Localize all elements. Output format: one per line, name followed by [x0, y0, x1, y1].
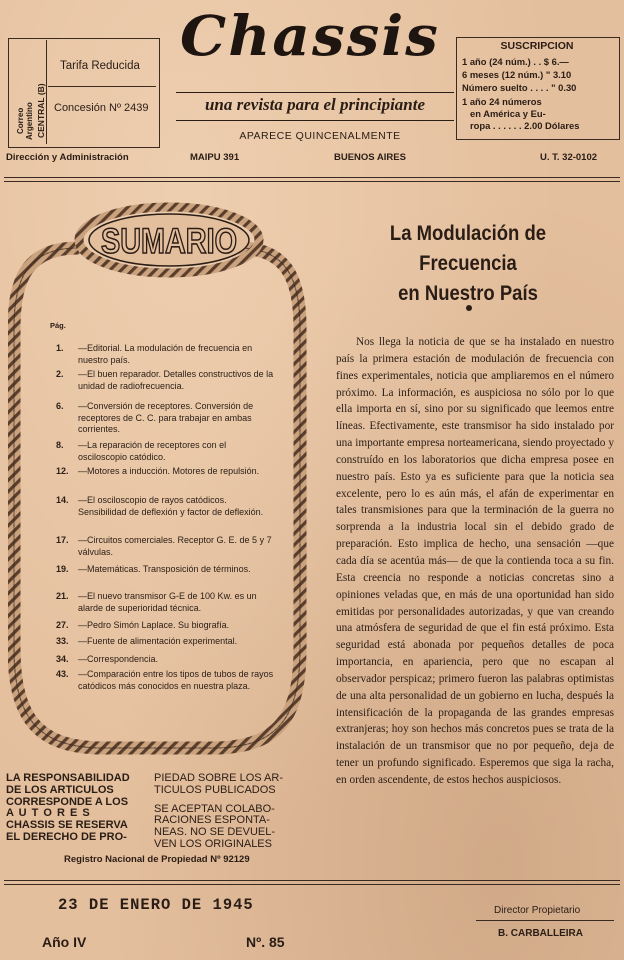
notice-left-line: CHASSIS SE RESERVA	[6, 819, 128, 832]
frequency-note: APARECE QUINCENALMENTE	[239, 130, 401, 142]
notice-left-line: A U T O R E S	[6, 807, 91, 820]
sumario-item-page: 17.	[56, 535, 69, 545]
stamp-line3: CENTRAL (B)	[36, 83, 46, 138]
registro-nacional: Registro Nacional de Propiedad Nº 92129	[64, 854, 250, 865]
sumario-item-text: —Correspondencia.	[78, 654, 159, 664]
issue-year: Año IV	[42, 934, 87, 950]
notice-right-line: NEAS. NO SE DEVUEL-	[154, 826, 276, 839]
notice-right-line: TICULOS PUBLICADOS	[154, 783, 276, 796]
sumario-item-page: 14.	[56, 495, 69, 505]
director-label: Director Propietario	[494, 905, 581, 916]
issue-number: Nº. 85	[246, 934, 285, 950]
magazine-logo: Chassis	[180, 3, 440, 69]
direccion-label: Dirección y Administración	[6, 152, 129, 163]
notice-right-line: PIEDAD SOBRE LOS AR-	[154, 772, 283, 784]
sumario-item-page: 8.	[56, 440, 64, 450]
sumario-item-page: 21.	[56, 591, 69, 601]
sumario-item-text: —El osciloscopio de rayos catódicos. Sensibilidad de deflexión y factor de deflexión.	[78, 495, 264, 517]
subscription-line: 1 año 24 números	[462, 96, 542, 107]
logo-underline	[176, 92, 454, 93]
notice-right-line: VEN LOS ORIGINALES	[154, 837, 272, 850]
notice-right	[154, 773, 283, 851]
sumario-item-text: —La reparación de receptores con el osciloscopio catódico.	[78, 440, 227, 462]
sumario-item-page: 6.	[56, 401, 64, 411]
article-title-line1: La Modulación de Frecuencia	[389, 221, 547, 275]
footer-rule-thin	[4, 884, 620, 885]
street: MAIPU 391	[190, 152, 240, 163]
sumario-item-text: —Matemáticas. Transposición de términos.	[78, 564, 251, 574]
subscription-line: 1 año (24 núm.) . . $ 6.—	[462, 56, 569, 67]
sumario-item-page: 34.	[56, 654, 69, 664]
sumario-badge	[74, 202, 264, 278]
header-rule-thin	[4, 181, 620, 182]
sumario-item-text: —Comparación entre los tipos de tubos de rayos catódicos más conocidos en nuestra plaza.	[78, 669, 274, 691]
notice-left-line: CORRESPONDE A LOS	[6, 795, 129, 808]
stamp-line1: Correo	[16, 107, 25, 134]
director-name: B. CARBALLEIRA	[498, 928, 583, 939]
postal-stamp	[10, 40, 47, 144]
sumario-item-text: —Pedro Simón Laplace. Su biografía.	[78, 620, 230, 630]
stamp-line2: Argentino	[25, 102, 34, 140]
notice-right-line: SE ACEPTAN COLABO-	[154, 802, 275, 815]
notice-right-line: RACIONES ESPONTA-	[154, 814, 270, 827]
concesion: Concesión Nº 2439	[54, 102, 149, 114]
sumario-item-page: 19.	[56, 564, 69, 574]
ornament-dot	[466, 305, 472, 311]
city: BUENOS AIRES	[334, 152, 406, 163]
issue-date: 23 DE ENERO DE 1945	[58, 896, 254, 914]
sumario-item-page: 43.	[56, 669, 69, 679]
notice-left	[6, 773, 130, 844]
tagline: una revista para el principiante	[204, 95, 426, 114]
footer-rule	[4, 880, 620, 881]
tarifa-reducida: Tarifa Reducida	[60, 60, 140, 72]
subscription-title: SUSCRIPCION	[500, 40, 574, 52]
subscription-line: Número suelto . . . . " 0.30	[462, 82, 577, 93]
notice-left-line: DE LOS ARTICULOS	[6, 783, 114, 796]
subscription-line: 6 meses (12 núm.) " 3.10	[462, 69, 572, 80]
sumario-item-text: —Circuitos comerciales. Receptor G. E. de 5 y 7 válvulas.	[78, 535, 272, 557]
sumario-item-text: —Conversión de receptores. Conversión de receptores de C. C. para trabajar en ambas corrientes.	[78, 401, 254, 434]
sumario-item-text: —Editorial. La modulación de frecuencia en nuestro país.	[78, 343, 253, 365]
sumario-item-text: —El nuevo transmisor G-E de 100 Kw. es un alarde de superioridad técnica.	[78, 591, 257, 613]
sumario-item-page: 1.	[56, 343, 64, 353]
sumario-item-text: —El buen reparador. Detalles constructivos de la unidad de radiofrecuencia.	[78, 369, 274, 391]
tagline-rule	[176, 120, 454, 121]
notice-left-line: LA RESPONSABILIDAD	[6, 772, 130, 784]
article-title	[339, 218, 597, 308]
sumario-item-page: 12.	[56, 466, 69, 476]
sumario-item-page: 27.	[56, 620, 69, 630]
article-body: Nos llega la noticia de que se ha instalado en nuestro país la primera estación de modulación de frecuencia con fines experimentales, noticia que ampliaremos en el número próximo. La información, es auspiciosa no sólo por lo que ella importa en sí, sino por su significado que leemos entre líneas. Efectivamente, este transmisor ha sido instalado por una importante empresa norteamericana, siendo proyectado y construído en los laboratorios que dicha empresa posee en nuestro país. Esto ya es suficiente para que la noticia sea excelente, pero lo es aún más, el afán de experimentar en tales transmisiones para que la terminación de la guerra no sorprenda a la industria local sin el debido grado de preparación. Esto implica de hecho, una sensación —que cada día se acentúa más— de que la contienda toca a su fin. Esta creencia no responde a noticias concretas sino a opiniones veladas que, en más de una oportunidad han sido emitidas por personalidades autorizadas, y que van creando una atmósfera de seguridad de que el fin está próximo. Esta seguridad está abonada por pequeños detalles de poca importancia, en apariencia, pero que no escapan al observador perspicaz; primero fueron las palabras optimistas de una alta personalidad de un gobierno en lucha, después la intensificación de la propaganda de las grandes empresas extranjeras; hoy son hechos más concretos pues se trata de la instalación de un transmisor que no por pequeño, deja de tener un profundo significado. Esperemos que siga la racha, en orden ascendente, de estos hechos auspiciosos.	[336, 336, 614, 786]
sumario-item-text: —Fuente de alimentación experimental.	[78, 636, 238, 646]
page-column-label: Pág.	[50, 321, 66, 330]
postal-divider	[48, 86, 156, 87]
article-title-line2: en Nuestro País	[398, 281, 538, 305]
phone: U. T. 32-0102	[540, 152, 598, 163]
subscription-line: ropa . . . . . . 2.00 Dólares	[470, 120, 580, 131]
sumario-item-page: 2.	[56, 369, 64, 379]
sumario-title: SUMARIO	[101, 222, 237, 261]
sumario-item-page: 33.	[56, 636, 69, 646]
director-rule	[476, 920, 614, 921]
notice-left-line: EL DERECHO DE PRO-	[6, 830, 127, 843]
subscription-line: en América y Eu-	[470, 108, 546, 119]
sumario-item-text: —Motores a inducción. Motores de repulsión.	[78, 466, 260, 476]
header-rule	[4, 177, 620, 178]
